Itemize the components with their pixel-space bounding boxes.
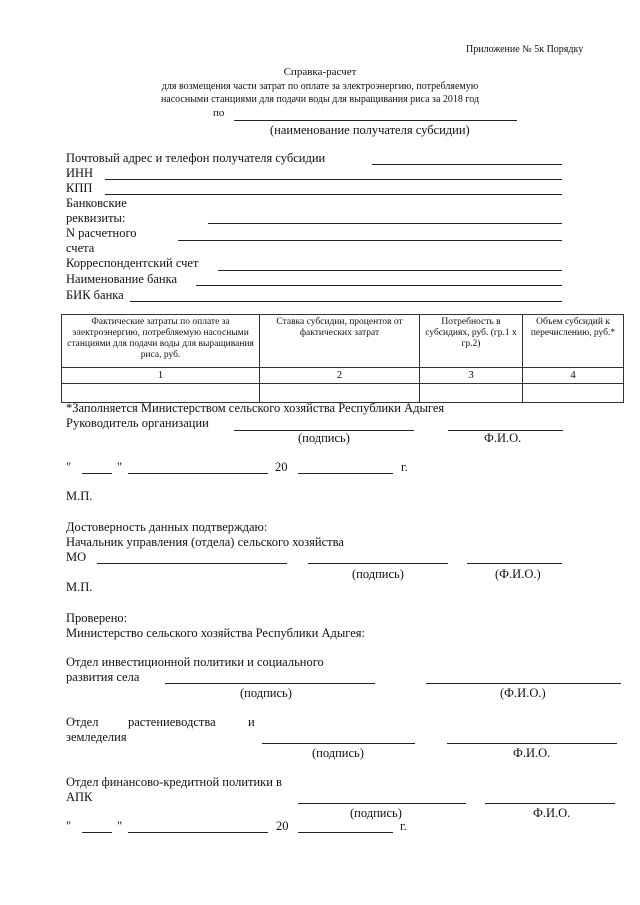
table-header-cell: Объем субсидий к перечислению, руб.* <box>523 315 624 368</box>
mo-fio-caption: (Ф.И.О.) <box>495 567 541 581</box>
date2-year-suffix: г. <box>400 819 407 833</box>
table-number-row <box>62 368 624 384</box>
dept-investment-label-line2: развития села <box>66 670 140 684</box>
document-subtitle-line1: для возмещения части затрат по оплате за электроэнергию, потребляемую <box>161 81 479 92</box>
account-label-line2: счета <box>66 241 95 255</box>
table-row <box>62 383 624 402</box>
date-month-line[interactable] <box>128 473 268 474</box>
dept-finance-label-line1: Отдел финансово-кредитной политики в <box>66 775 282 789</box>
bank-details-label-line2: реквизиты: <box>66 211 126 225</box>
footnote: *Заполняется Министерством сельского хозяйства Республики Адыгея <box>66 401 445 415</box>
table-header-cell: Потребность в субсидиях, руб. (гр.1 х гр.2) <box>420 315 523 368</box>
dept-crop-signature-caption: (подпись) <box>312 746 364 760</box>
table-header-cell: Фактические затраты по оплате за электроэнергию, потребляемую насосными станциями для подачи воды для выращивания риса, руб. <box>62 315 260 368</box>
recipient-caption: (наименование получателя субсидии) <box>270 123 470 137</box>
date-quote-open: " <box>66 460 72 474</box>
document-subtitle-line2: насосными станциями для подачи воды для выращивания риса за 2018 год <box>160 94 480 105</box>
dept-finance-label-line2: АПК <box>66 790 93 804</box>
table-cell[interactable] <box>523 383 624 402</box>
corr-account-line[interactable] <box>218 270 562 271</box>
dept-crop-signature-line[interactable] <box>262 743 415 744</box>
dept-finance-signature-caption: (подпись) <box>350 806 402 820</box>
mo-fio-line[interactable] <box>467 563 562 564</box>
table-cell[interactable] <box>62 383 260 402</box>
date2-quote-open: " <box>66 819 72 833</box>
ministry-label: Министерство сельского хозяйства Республики Адыгея: <box>66 626 365 640</box>
stamp-place-2: М.П. <box>66 580 93 594</box>
table-column-number: 4 <box>523 368 624 384</box>
dept-crop-fio-caption: Ф.И.О. <box>513 746 551 760</box>
kpp-line[interactable] <box>105 194 562 195</box>
stamp-place-1: М.П. <box>66 489 93 503</box>
mo-signature-line[interactable] <box>308 563 448 564</box>
date2-quote-close: " <box>117 819 123 833</box>
dept-crop-label-line2: земледелия <box>66 730 127 744</box>
bank-name-line[interactable] <box>196 285 562 286</box>
table-cell[interactable] <box>420 383 523 402</box>
bank-name-label: Наименование банка <box>66 272 178 286</box>
table-column-number: 3 <box>420 368 523 384</box>
dept-investment-signature-line[interactable] <box>165 683 375 684</box>
dept-finance-signature-line[interactable] <box>298 803 466 804</box>
table-column-number: 1 <box>62 368 260 384</box>
account-line[interactable] <box>178 240 562 241</box>
dept-investment-fio-line[interactable] <box>426 683 621 684</box>
table-column-number: 2 <box>260 368 420 384</box>
bank-details-line[interactable] <box>208 223 562 224</box>
checked-label: Проверено: <box>66 611 128 625</box>
kpp-label: КПП <box>66 181 93 195</box>
dept-crop-label-word3: и <box>248 715 255 729</box>
dept-crop-label-word1: Отдел <box>66 715 99 729</box>
date-year-suffix: г. <box>401 460 408 474</box>
mo-signature-caption: (подпись) <box>352 567 404 581</box>
date2-year-prefix: 20 <box>276 819 289 833</box>
date2-month-line[interactable] <box>128 832 268 833</box>
recipient-name-line[interactable] <box>234 120 517 121</box>
appendix-note: Приложение № 5к Порядку <box>466 44 584 55</box>
inn-label: ИНН <box>66 166 94 180</box>
postal-address-label: Почтовый адрес и телефон получателя субсидии <box>66 151 326 165</box>
subsidy-table <box>61 314 624 403</box>
date2-year-line[interactable] <box>298 832 393 833</box>
head-org-label: Руководитель организации <box>66 416 209 430</box>
table-header-cell: Ставка субсидии, процентов от фактических затрат <box>260 315 420 368</box>
table-header-row <box>62 315 624 368</box>
bank-details-label-line1: Банковские <box>66 196 127 210</box>
po-label: по <box>213 107 225 119</box>
date-year-line[interactable] <box>298 473 393 474</box>
dept-investment-fio-caption: (Ф.И.О.) <box>500 686 546 700</box>
head-fio-caption: Ф.И.О. <box>484 431 522 445</box>
dept-crop-label-word2: растениеводства <box>128 715 216 729</box>
bik-label: БИК банка <box>66 288 124 302</box>
dept-investment-signature-caption: (подпись) <box>240 686 292 700</box>
table-cell[interactable] <box>260 383 420 402</box>
document-title: Справка-расчет <box>283 66 357 78</box>
head-of-department-label: Начальник управления (отдела) сельского хозяйства <box>66 535 344 549</box>
mo-label: МО <box>66 550 87 564</box>
dept-crop-fio-line[interactable] <box>447 743 617 744</box>
date-day-line[interactable] <box>82 473 112 474</box>
inn-line[interactable] <box>105 179 562 180</box>
dept-finance-fio-line[interactable] <box>485 803 615 804</box>
head-signature-caption: (подпись) <box>298 431 350 445</box>
account-label-line1: N расчетного <box>66 226 137 240</box>
dept-finance-fio-caption: Ф.И.О. <box>533 806 571 820</box>
date-year-prefix: 20 <box>275 460 288 474</box>
bik-line[interactable] <box>130 301 562 302</box>
confirm-label: Достоверность данных подтверждаю: <box>66 520 268 534</box>
postal-address-line[interactable] <box>372 164 562 165</box>
date-quote-close: " <box>117 460 123 474</box>
dept-investment-label-line1: Отдел инвестиционной политики и социального <box>66 655 324 669</box>
corr-account-label: Корреспондентский счет <box>66 256 199 270</box>
mo-name-line[interactable] <box>97 563 287 564</box>
date2-day-line[interactable] <box>82 832 112 833</box>
